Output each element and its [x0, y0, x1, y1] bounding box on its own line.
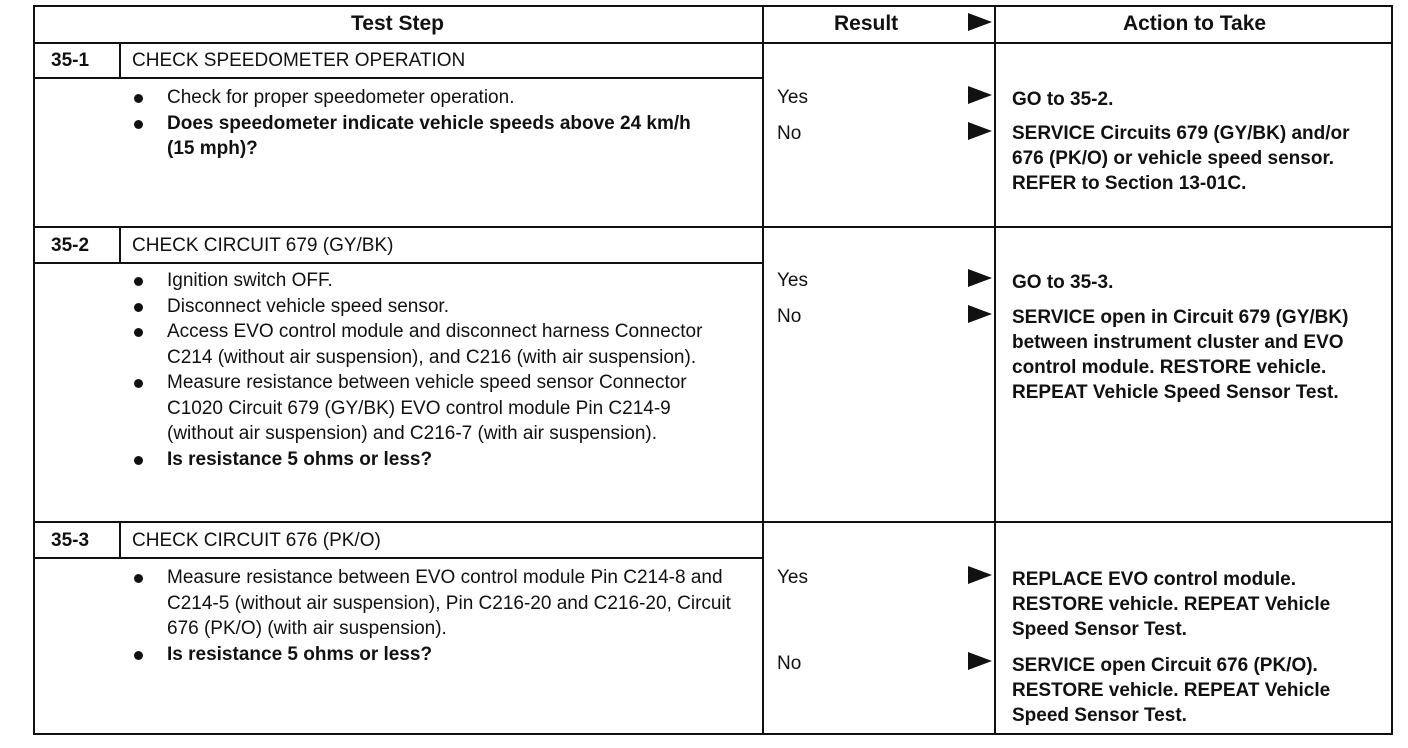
- step-divider: [33, 226, 1393, 228]
- header-result: Result: [834, 12, 899, 35]
- result-no: No: [777, 123, 802, 144]
- yes-action: GO to 35-2.: [1012, 89, 1114, 110]
- no-action: SERVICE open in Circuit 679 (GY/BK) between instrument cluster and EVO control module. RESTORE vehicle. REPEAT Vehicle Speed Sensor Test.: [1012, 307, 1349, 403]
- arrow-icon: [968, 566, 992, 584]
- header-action: Action to Take: [1122, 12, 1267, 35]
- step-bullets: [134, 565, 734, 667]
- header-test-step: Test Step: [351, 12, 444, 35]
- step-title: CHECK CIRCUIT 679 (GY/BK): [132, 235, 394, 256]
- arrow-icon: [968, 269, 992, 287]
- step-divider: [33, 521, 1393, 523]
- step-title-divider: [33, 77, 762, 79]
- col-divider-action: [994, 5, 996, 735]
- bullet-icon: [134, 277, 143, 286]
- step-number-divider: [119, 521, 121, 559]
- header-divider: [33, 42, 1393, 44]
- step-title: CHECK CIRCUIT 676 (PK/O): [132, 530, 381, 551]
- step-number: 35-1: [51, 50, 90, 71]
- no-action: SERVICE open Circuit 676 (PK/O). RESTORE vehicle. REPEAT Vehicle Speed Sensor Test.: [1012, 655, 1331, 726]
- result-no: No: [777, 306, 802, 327]
- bullet-icon: [134, 120, 143, 129]
- step-title-divider: [33, 262, 762, 264]
- step-bullets: [134, 85, 714, 162]
- arrow-icon: [968, 652, 992, 670]
- result-yes: Yes: [777, 270, 808, 291]
- bullet-item: Measure resistance between EVO control module Pin C214-8 and C214-5 (without air suspension), Pin C216-20 and C216-20, Circuit 676 (PK/O) (with air suspension).: [134, 565, 734, 642]
- col-divider-result: [762, 5, 764, 735]
- bullet-item: Ignition switch OFF.: [134, 268, 724, 294]
- bullet-icon: [134, 456, 143, 465]
- step-title-divider: [33, 557, 762, 559]
- bullet-icon: [134, 303, 143, 312]
- result-yes: Yes: [777, 567, 808, 588]
- arrow-icon: [968, 86, 992, 104]
- bullet-icon: [134, 94, 143, 103]
- no-action: SERVICE Circuits 679 (GY/BK) and/or 676 (PK/O) or vehicle speed sensor. REFER to Section 13-01C.: [1012, 123, 1350, 194]
- arrow-icon: [968, 305, 992, 323]
- header-arrow-icon: [968, 13, 992, 31]
- yes-action: REPLACE EVO control module. RESTORE vehicle. REPEAT Vehicle Speed Sensor Test.: [1012, 569, 1331, 640]
- step-number-divider: [119, 42, 121, 79]
- bullet-icon: [134, 379, 143, 388]
- bullet-icon: [134, 328, 143, 337]
- bullet-item: Is resistance 5 ohms or less?: [134, 642, 734, 668]
- bullet-icon: [134, 651, 143, 660]
- yes-action: GO to 35-3.: [1012, 272, 1114, 293]
- step-number: 35-3: [51, 530, 90, 551]
- bullet-icon: [134, 574, 143, 583]
- bullet-item: Is resistance 5 ohms or less?: [134, 447, 724, 473]
- step-bullets: [134, 268, 724, 472]
- bullet-item: Disconnect vehicle speed sensor.: [134, 294, 724, 320]
- bullet-item: Access EVO control module and disconnect harness Connector C214 (without air suspension), and C216 (with air suspension).: [134, 319, 724, 370]
- step-number-divider: [119, 226, 121, 264]
- result-yes: Yes: [777, 87, 808, 108]
- bullet-item: Measure resistance between vehicle speed sensor Connector C1020 Circuit 679 (GY/BK) EVO control module Pin C214-9 (without air suspension) and C216-7 (with air suspension).: [134, 370, 724, 447]
- step-title: CHECK SPEEDOMETER OPERATION: [132, 50, 466, 71]
- bullet-item: Check for proper speedometer operation.: [134, 85, 714, 111]
- result-no: No: [777, 653, 802, 674]
- bullet-item: Does speedometer indicate vehicle speeds above 24 km/h (15 mph)?: [134, 111, 714, 162]
- arrow-icon: [968, 122, 992, 140]
- step-number: 35-2: [51, 235, 90, 256]
